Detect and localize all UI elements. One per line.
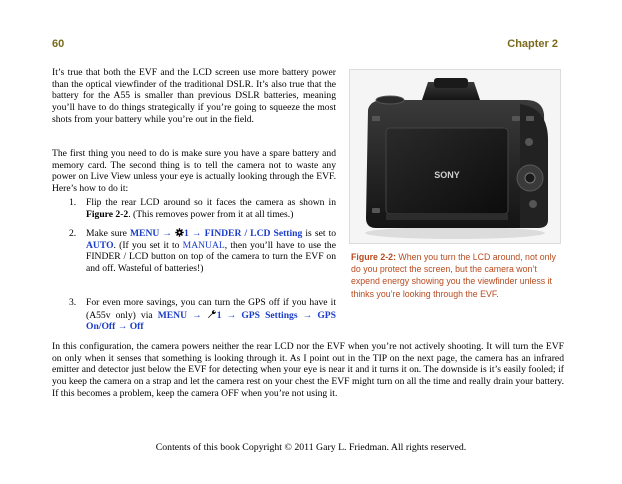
step-list-item-3: [52, 297, 336, 333]
paragraph-first-thing: The first thing you need to do is make sure you have a spare battery and memory card. The second thing is to tell the camera not to waste any power on Live View unless your eye is actually looking through the EVF. Here’s how to do it:: [52, 148, 336, 195]
menu-path-finder-lcd: FINDER / LCD Setting: [204, 228, 303, 239]
page-number: 60: [52, 38, 65, 50]
step-text: For even more savings, you can turn the GPS off if you have it (A55v only) via: [86, 297, 336, 321]
menu-path-menu: MENU: [157, 309, 188, 321]
camera-photo: [349, 69, 561, 244]
step-text: Make sure: [86, 228, 130, 239]
figure-caption: [351, 251, 563, 300]
gear-icon: [175, 228, 184, 239]
arrow-icon: →: [297, 309, 318, 321]
step-text: , then you’ll have to use the FINDER / LCD button on top of the camera to turn the EVF on and off. Wasteful of batteries!): [86, 239, 336, 275]
step-number: 2.: [69, 228, 77, 239]
menu-value-auto: AUTO: [86, 239, 114, 251]
menu-path-gps-settings: GPS Settings: [241, 309, 298, 321]
menu-path-tab-number: 1: [184, 228, 189, 239]
figure-caption-text: When you turn the LCD around, not only do you protect the screen, but the camera won’t expend energy showing you the viewfinder unless it thinks you’re looking through the EVF.: [351, 252, 556, 299]
step-list-item-2: [52, 228, 336, 275]
figure-reference: Figure 2-2: [86, 208, 129, 220]
menu-path-gps-onoff: GPS On/Off: [86, 309, 336, 333]
menu-value-off: Off: [129, 321, 144, 333]
menu-value-manual: MANUAL: [182, 239, 225, 251]
arrow-icon: →: [188, 228, 205, 239]
menu-path-tab-number: 1: [216, 309, 222, 321]
chapter-label: Chapter 2: [507, 38, 558, 50]
step-text: is set to: [302, 228, 337, 239]
step-text: . (This removes power from it at all times.): [128, 208, 294, 220]
step-text: . (If you set it to: [113, 239, 183, 251]
step-text: Flip the rear LCD around so it faces the camera as shown in: [86, 197, 336, 208]
sony-brand-label: SONY: [434, 170, 460, 180]
wrench-icon: [207, 310, 217, 321]
camera-illustration: [350, 70, 560, 243]
copyright-footer: Contents of this book Copyright © 2011 Gary L. Friedman. All rights reserved.: [155, 442, 467, 453]
arrow-icon: →: [221, 309, 242, 321]
paragraph-intro: It’s true that both the EVF and the LCD screen use more battery power than the optical viewfinder of the traditional DSLR. It’s also true that the battery for the A55 is smaller than previous DSLR batteries, meaning you’ll have to do things strategically if you’re going to squeeze the most shots from your battery while you’re out in the field.: [52, 67, 336, 125]
figure-caption-label: Figure 2-2:: [351, 252, 396, 262]
menu-path-menu: MENU: [129, 228, 160, 239]
step-number: 3.: [69, 297, 77, 308]
arrow-icon: →: [159, 228, 176, 239]
paragraph-configuration: In this configuration, the camera powers neither the rear LCD nor the EVF when you’re not actively shooting. It will turn the EVF on only when it senses that something is looking through it. As I point out in the TIP on the next page, the camera has an infrared emitter and detector just below the EVF for detecting when your eye is near it and it turns it on. The downside is it’s easily fooled; if you keep the camera on a strap and let the camera rest on your chest the EVF might turn on all the time and really drain your battery. If this becomes a problem, keep the camera OFF when you’re not using it.: [52, 341, 564, 399]
step-number: 1.: [69, 197, 77, 208]
arrow-icon: →: [115, 321, 130, 333]
arrow-icon: →: [187, 309, 207, 321]
step-list-item-1: [52, 197, 336, 220]
